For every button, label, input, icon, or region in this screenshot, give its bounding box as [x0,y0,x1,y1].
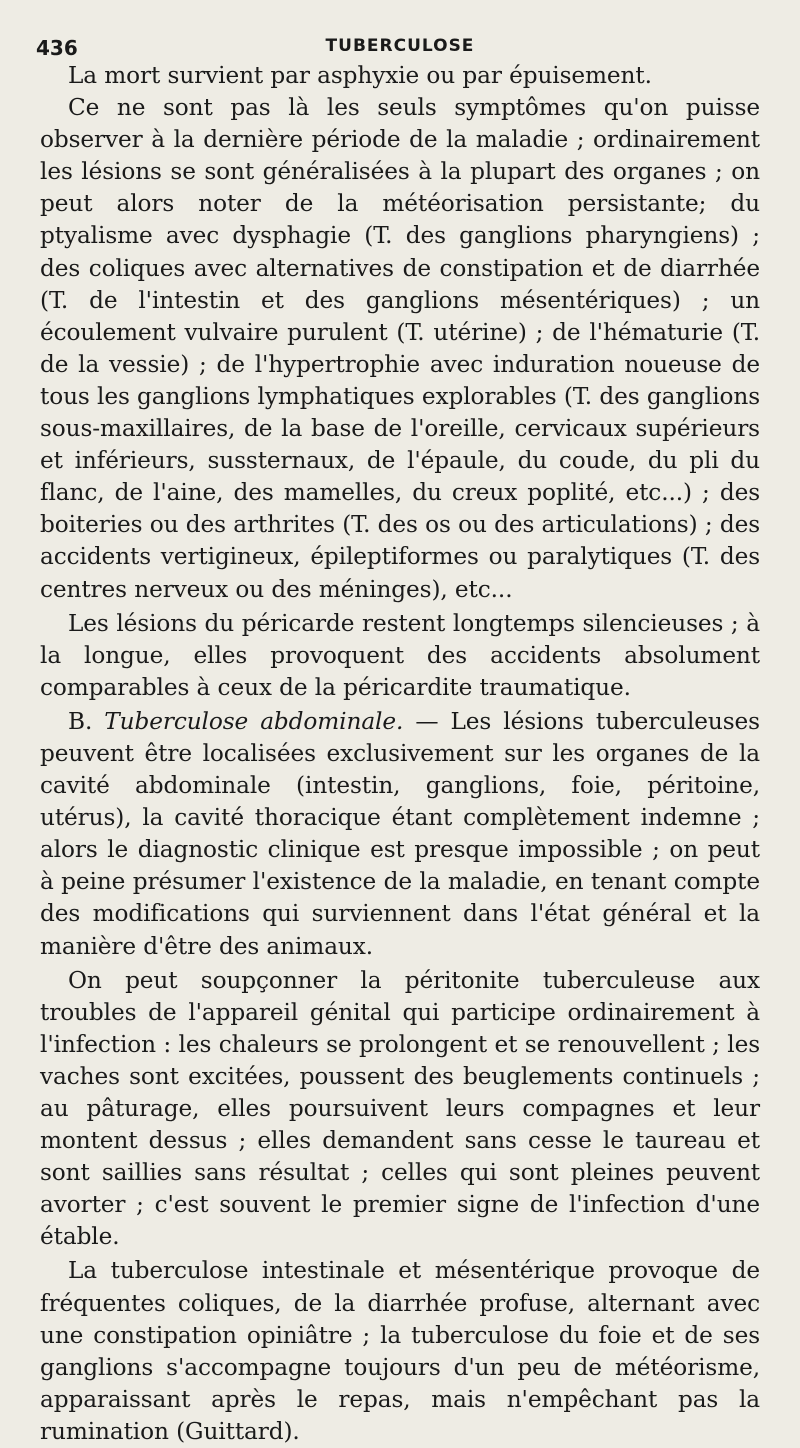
paragraph-6: La tuberculose intestinale et mésentérique provoque de fréquentes coliques, de la diarrhée profuse, alternant avec une constipation opiniâtre ; la tuberculose du foie et de ses ganglions s'accompagne toujours d'un peu de météorisme, apparaissant après le repas, mais n'empêchant pas la rumination (Guittard). [40,1257,760,1445]
page-header [36,30,760,60]
section-heading: Tuberculose abdominale. [104,707,404,735]
paragraph-1: La mort survient par asphyxie ou par épuisement. [68,62,652,89]
section-label: B. [68,707,93,735]
running-title: TUBERCULOSE [325,36,475,56]
body-text [40,60,760,1448]
paragraph-5: On peut soupçonner la péritonite tuberculeuse aux troubles de l'appareil génital qui participe ordinairement à l'infection : les chaleurs se prolongent et se renouvellent ; les vaches sont excitées, poussent des beuglements continuels ; au pâturage, elles poursuivent leurs compagnes et leur montent dessus ; elles demandent sans cesse le taureau et sont saillies sans résultat ; celles qui sont pleines peuvent avorter ; c'est souvent le premier signe de l'infection d'une étable. [40,966,760,1251]
paragraph-3: Les lésions du péricarde restent longtemps silencieuses ; à la longue, elles provoquent des accidents absolument comparables à ceux de la péricardite traumatique. [40,609,760,701]
page-number: 436 [36,36,78,60]
paragraph-4-text: — Les lésions tuberculeuses peuvent être localisées exclusivement sur les organes de la cavité abdominale (intestin, ganglions, foie, péritoine, utérus), la cavité thoracique étant complètement indemne ; alors le diagnostic clinique est presque impossible ; on peut à peine présumer l'existence de la maladie, en tenant compte des modifications qui surviennent dans l'état général et la manière d'être des animaux. [40,707,760,960]
paragraph-2: Ce ne sont pas là les seuls symptômes qu'on puisse observer à la dernière période de la maladie ; ordinairement les lésions se sont généralisées à la plupart des organes ; on peut alors noter de la météorisation persistante; du ptyalisme avec dysphagie (T. des ganglions pharyngiens) ; des coliques avec alternatives de constipation et de diarrhée (T. de l'intestin et des ganglions mésentériques) ; un écoulement vulvaire purulent (T. utérine) ; de l'hématurie (T. de la vessie) ; de l'hypertrophie avec induration noueuse de tous les ganglions lymphatiques explorables (T. des ganglions sous-maxillaires, de la base de l'oreille, cervicaux supérieurs et inférieurs, sussternaux, de l'épaule, du coude, du pli du flanc, de l'aine, des mamelles, du creux poplité, etc...) ; des boiteries ou des arthrites (T. des os ou des articulations) ; des accidents vertigineux, épileptiformes ou paralytiques (T. des centres nerveux ou des méninges), etc... [40,94,760,603]
paragraph-4 [40,706,760,963]
